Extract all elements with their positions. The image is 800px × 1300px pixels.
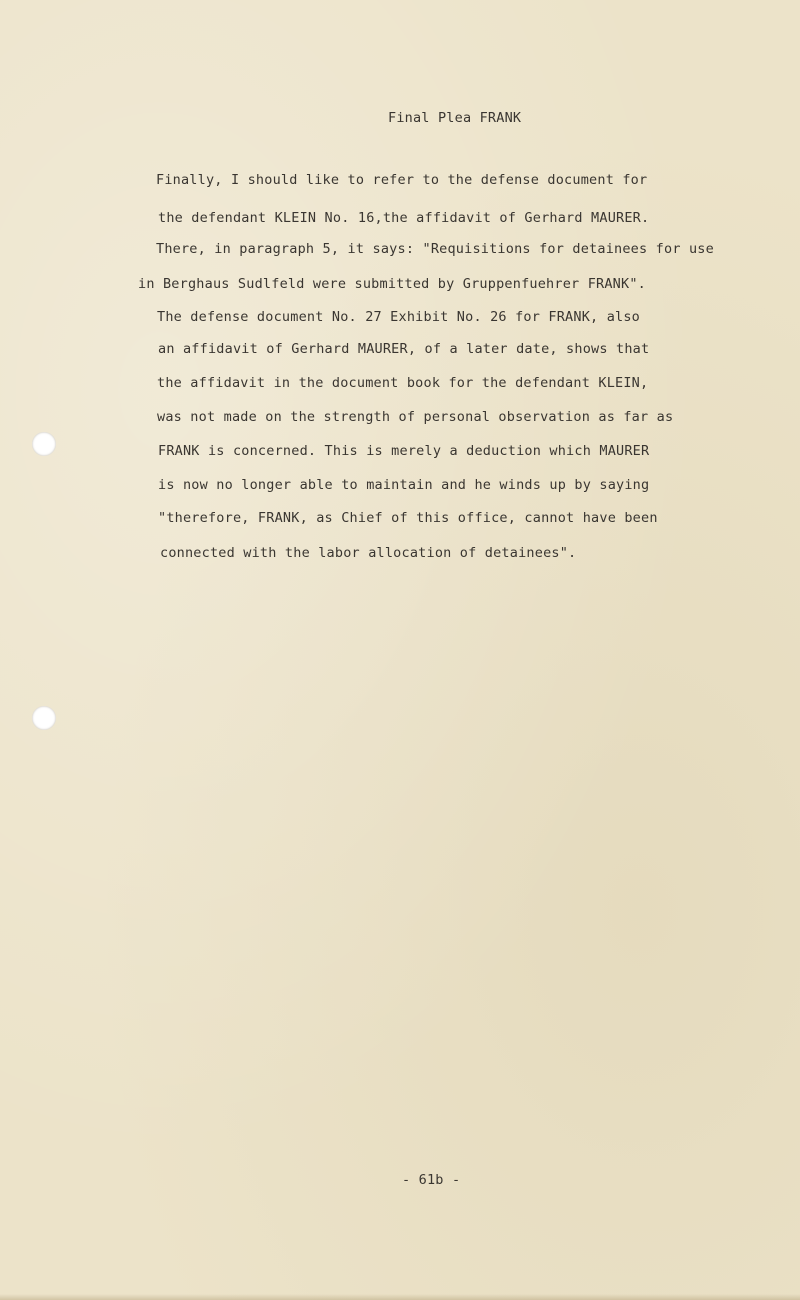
document-title: Final Plea FRANK	[388, 110, 522, 126]
punch-hole-top	[32, 432, 56, 456]
page-bottom-edge	[0, 1294, 800, 1300]
body-line-9: FRANK is concerned. This is merely a deduction which MAURER	[158, 443, 650, 459]
body-line-10: is now no longer able to maintain and he winds up by saying	[158, 477, 650, 493]
body-line-4: in Berghaus Sudlfeld were submitted by Gruppenfuehrer FRANK".	[138, 276, 646, 292]
body-line-2: the defendant KLEIN No. 16,the affidavit of Gerhard MAURER.	[158, 210, 650, 226]
body-line-5: The defense document No. 27 Exhibit No. 26 for FRANK, also	[157, 309, 641, 325]
punch-hole-bottom	[32, 706, 56, 730]
body-line-8: was not made on the strength of personal observation as far as	[157, 409, 674, 425]
body-line-6: an affidavit of Gerhard MAURER, of a later date, shows that	[158, 341, 650, 357]
body-line-3: There, in paragraph 5, it says: "Requisitions for detainees for use	[156, 241, 714, 257]
body-line-11: "therefore, FRANK, as Chief of this office, cannot have been	[158, 510, 658, 526]
body-line-7: the affidavit in the document book for the defendant KLEIN,	[157, 375, 649, 391]
page-number: - 61b -	[402, 1172, 461, 1188]
body-line-1: Finally, I should like to refer to the defense document for	[156, 172, 648, 188]
body-line-12: connected with the labor allocation of detainees".	[160, 545, 577, 561]
